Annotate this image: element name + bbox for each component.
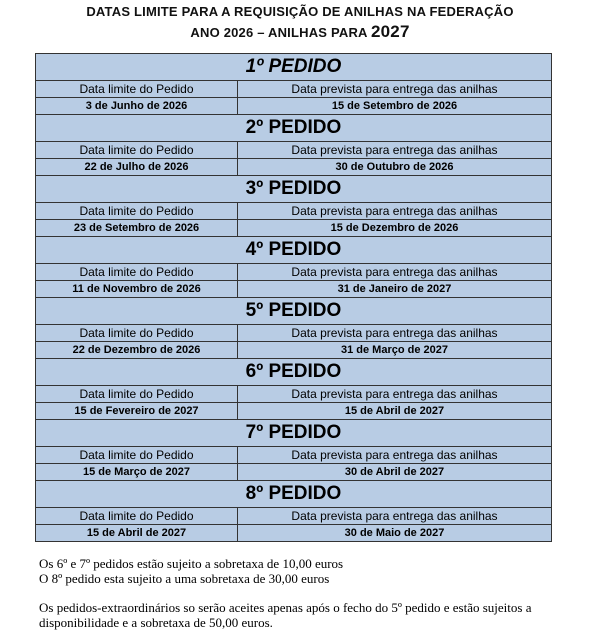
delivery-date-header: Data prevista para entrega das anilhas: [291, 82, 498, 96]
column-header-row: [36, 142, 551, 158]
delivery-date-header: Data prevista para entrega das anilhas: [291, 143, 498, 157]
delivery-date-header: Data prevista para entrega das anilhas: [291, 387, 498, 401]
limit-date-header: Data limite do Pedido: [36, 386, 238, 402]
extraordinary-notes: [39, 600, 559, 630]
note-line: O 8º pedido esta sujeito a uma sobretaxa de 30,00 euros: [39, 571, 330, 586]
delivery-date: 15 de Abril de 2027: [344, 405, 445, 417]
limit-date: 22 de Julho de 2026: [36, 159, 238, 175]
delivery-date: 30 de Maio de 2027: [344, 527, 445, 539]
order-title: 2º PEDIDO: [36, 115, 551, 142]
order-block-2: [36, 115, 551, 176]
subtitle-year: 2027: [370, 22, 410, 41]
note-line: Os pedidos-extraordinários so serão aceites apenas após o fecho do 5º pedido e estão sujeitos a: [39, 600, 532, 615]
delivery-date: 15 de Setembro de 2026: [331, 100, 458, 112]
delivery-date: 31 de Janeiro de 2027: [337, 283, 452, 295]
dates-row: [36, 402, 551, 419]
limit-date-header: Data limite do Pedido: [36, 203, 238, 219]
order-title: 8º PEDIDO: [36, 481, 551, 508]
column-header-row: [36, 81, 551, 97]
orders-table: [35, 53, 552, 542]
surcharge-notes: [39, 556, 559, 586]
order-block-1: [36, 54, 551, 115]
order-block-3: [36, 176, 551, 237]
dates-row: [36, 97, 551, 114]
column-header-row: [36, 203, 551, 219]
delivery-date-header: Data prevista para entrega das anilhas: [291, 448, 498, 462]
column-header-row: [36, 386, 551, 402]
delivery-date-header: Data prevista para entrega das anilhas: [291, 326, 498, 340]
delivery-date: 15 de Dezembro de 2026: [330, 222, 459, 234]
dates-row: [36, 158, 551, 175]
limit-date-header: Data limite do Pedido: [36, 508, 238, 524]
column-header-row: [36, 264, 551, 280]
delivery-date: 30 de Abril de 2027: [344, 466, 445, 478]
delivery-date-header: Data prevista para entrega das anilhas: [291, 265, 498, 279]
order-block-4: [36, 237, 551, 298]
note-line: disponibilidade e a sobretaxa de 50,00 euros.: [39, 615, 273, 630]
order-block-6: [36, 359, 551, 420]
order-title: 1º PEDIDO: [36, 54, 551, 81]
document-subtitle: [0, 22, 600, 42]
dates-row: [36, 463, 551, 480]
column-header-row: [36, 508, 551, 524]
subtitle-text: ANO 2026 – ANILHAS PARA: [190, 25, 371, 40]
dates-row: [36, 219, 551, 236]
column-header-row: [36, 447, 551, 463]
limit-date: 23 de Setembro de 2026: [36, 220, 238, 236]
dates-row: [36, 524, 551, 541]
dates-row: [36, 341, 551, 358]
limit-date: 15 de Fevereiro de 2027: [36, 403, 238, 419]
limit-date-header: Data limite do Pedido: [36, 325, 238, 341]
order-block-7: [36, 420, 551, 481]
order-title: 7º PEDIDO: [36, 420, 551, 447]
order-block-8: [36, 481, 551, 542]
order-title: 5º PEDIDO: [36, 298, 551, 325]
delivery-date: 30 de Outubro de 2026: [335, 161, 454, 173]
limit-date: 3 de Junho de 2026: [36, 98, 238, 114]
limit-date: 15 de Abril de 2027: [36, 525, 238, 541]
limit-date-header: Data limite do Pedido: [36, 81, 238, 97]
column-header-row: [36, 325, 551, 341]
limit-date-header: Data limite do Pedido: [36, 264, 238, 280]
note-line: Os 6º e 7º pedidos estão sujeito a sobretaxa de 10,00 euros: [39, 556, 344, 571]
delivery-date: 31 de Março de 2027: [340, 344, 448, 356]
dates-row: [36, 280, 551, 297]
limit-date: 11 de Novembro de 2026: [36, 281, 238, 297]
limit-date-header: Data limite do Pedido: [36, 447, 238, 463]
document-title: DATAS LIMITE PARA A REQUISIÇÃO DE ANILHAS NA FEDERAÇÃO: [86, 4, 514, 19]
order-title: 6º PEDIDO: [36, 359, 551, 386]
limit-date: 15 de Março de 2027: [36, 464, 238, 480]
delivery-date-header: Data prevista para entrega das anilhas: [291, 204, 498, 218]
order-title: 4º PEDIDO: [36, 237, 551, 264]
order-block-5: [36, 298, 551, 359]
order-title: 3º PEDIDO: [36, 176, 551, 203]
limit-date: 22 de Dezembro de 2026: [36, 342, 238, 358]
limit-date-header: Data limite do Pedido: [36, 142, 238, 158]
delivery-date-header: Data prevista para entrega das anilhas: [291, 509, 498, 523]
